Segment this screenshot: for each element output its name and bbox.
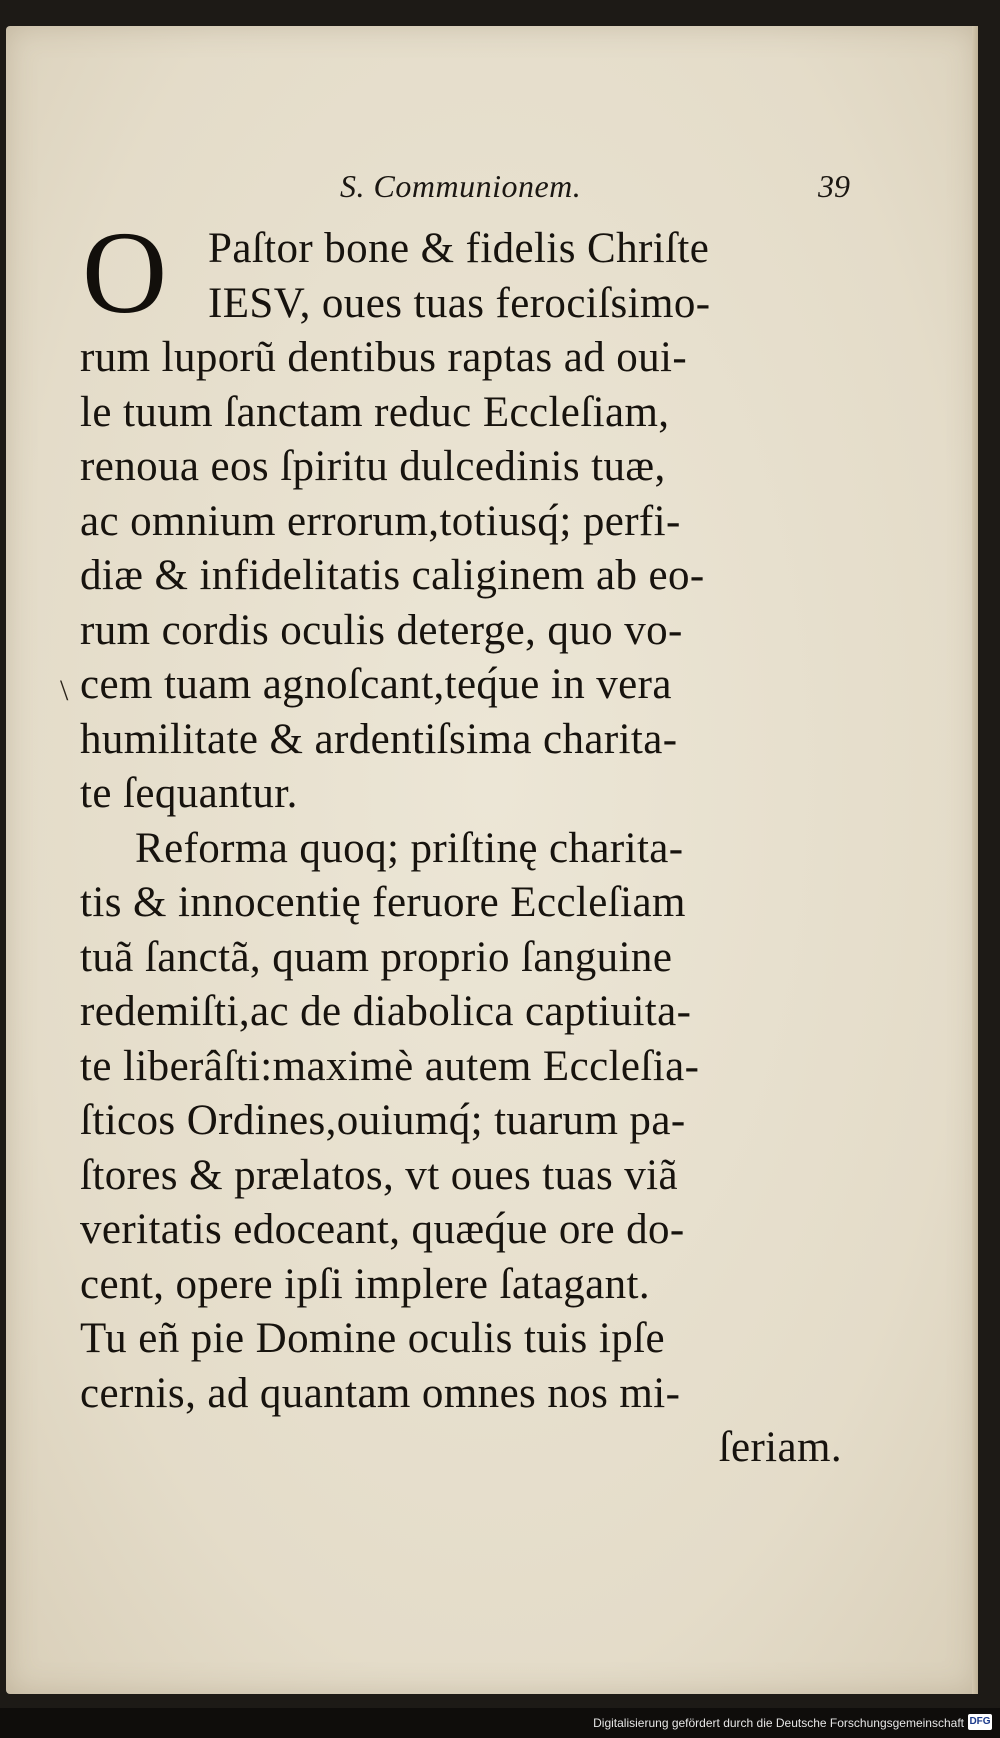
- text-line: redemiſti,ac de diabolica captiuita-: [80, 988, 692, 1035]
- text-line: IESV, oues tuas ferociſsimo-: [208, 279, 711, 327]
- text-line: cernis, ad quantam omnes nos mi-: [80, 1369, 681, 1417]
- text-line: Reforma quoq; priſtinę charita-: [135, 824, 684, 872]
- text-line: ac omnium errorum,totiusq́; perfi-: [80, 497, 681, 545]
- text-line: Tu eñ pie Domine oculis tuis ipſe: [80, 1315, 665, 1362]
- drop-cap-initial: O: [82, 207, 168, 338]
- dfg-logo: DFG: [968, 1714, 992, 1730]
- text-line: Paſtor bone & fidelis Chriſte: [208, 225, 710, 272]
- page-number: 39: [818, 168, 850, 204]
- text-line: rum cordis oculis deterge, quo vo-: [80, 606, 683, 654]
- text-line: te ſequantur.: [80, 770, 298, 817]
- text-line: te liberâſti:maximè autem Eccleſia-: [80, 1042, 700, 1090]
- text-line: renoua eos ſpiritu dulcedinis tuæ,: [80, 443, 666, 490]
- text-line: cent, opere ipſi implere ſatagant.: [80, 1260, 650, 1308]
- text-line: tis & innocentię feruore Eccleſiam: [80, 879, 686, 926]
- text-line: humilitate & ardentiſsima charita-: [80, 715, 678, 763]
- prayer-text: [80, 222, 850, 1476]
- text-line: diæ & infidelitatis caliginem ab eo-: [80, 552, 705, 599]
- text-line: veritatis edoceant, quæq́ue ore do-: [80, 1206, 685, 1253]
- text-line: cem tuam agnoſcant,teq́ue in vera: [80, 661, 672, 708]
- margin-mark: \: [60, 674, 69, 707]
- text-line: rum luporũ dentibus raptas ad oui-: [80, 334, 688, 381]
- page-edge: [972, 26, 978, 1694]
- running-head-title: S. Communionem.: [340, 168, 582, 204]
- text-line: le tuum ſanctam reduc Eccleſiam,: [80, 388, 670, 436]
- text-line: ſtores & prælatos, vt oues tuas viã: [80, 1151, 679, 1199]
- text-line: tuã ſanctã, quam proprio ſanguine: [80, 933, 673, 981]
- text-line: ſeriam.: [718, 1424, 842, 1471]
- funding-credit: Digitalisierung gefördert durch die Deutsche Forschungsgemeinschaft: [593, 1716, 964, 1730]
- text-line: ſticos Ordines,ouiumq́; tuarum pa-: [80, 1097, 686, 1144]
- running-head: [90, 168, 850, 212]
